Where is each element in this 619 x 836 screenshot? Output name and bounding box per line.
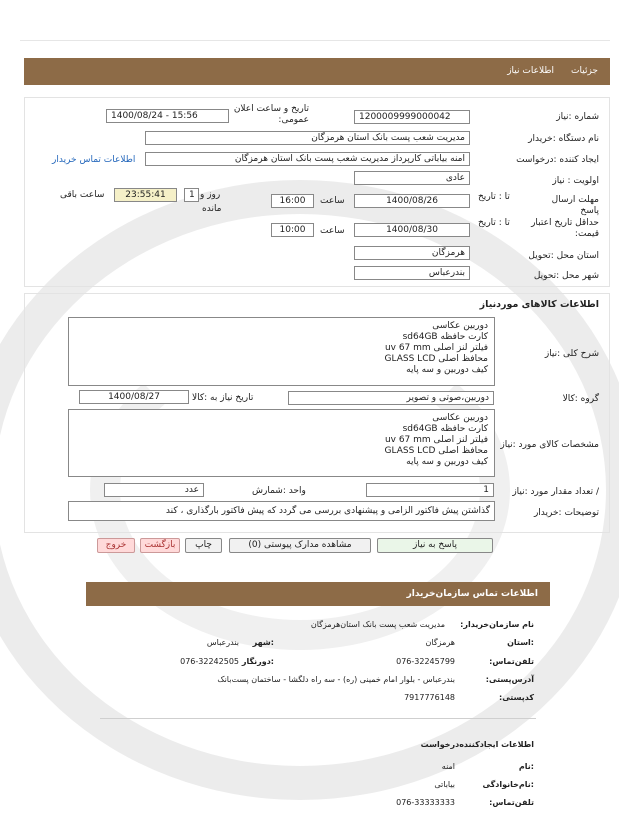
buyer-contact-link[interactable]: اطلاعات تماس خریدار [52,155,136,165]
need-date-field: 1400/08/27 [79,390,189,404]
unit-label: واحد :شمارش [252,486,306,496]
deadline-time-label: ساعت [320,196,345,206]
notes-label: توضیحات :خریدار [533,508,599,518]
specs-line: فیلتر لنز اصلی uv 67 mm [384,435,488,445]
summary-line: کارت حافظه sd64GB [402,332,488,342]
respond-button[interactable]: پاسخ به نیاز [377,538,493,553]
need-date-label: تاریخ نیاز به :کالا [192,393,254,403]
remaining-label: ساعت باقی [60,190,105,200]
notes-field: گذاشتن پیش فاکتور الزامی و پیشنهادی بررسی می گردد که پیش فاکتور بارگذاری ، کند [68,501,495,521]
contact-city-label: :شهر [252,638,274,647]
need-number-field: 1200009999000042 [354,110,470,124]
validity-date-field: 1400/08/30 [354,223,470,237]
contact-phone-label: تلفن‌تماس: [489,657,534,666]
specs-box [68,409,495,477]
specs-line: دوربین عکاسی [432,413,488,423]
validity-to-label: تا : تاریخ [478,218,510,228]
unit-field: عدد [104,483,204,497]
specs-line: محافظ اصلی GLASS LCD [384,446,488,456]
validity-label: حداقل تاریخ اعتبار قیمت: [531,218,599,239]
province-label: استان محل :تحویل [528,251,599,261]
creator-first-name-value: امنه [441,762,455,771]
top-divider [20,40,610,41]
print-button[interactable]: چاپ [185,538,222,553]
contact-address-label: آدرس‌پستی: [485,675,534,684]
summary-line: فیلتر لنز اصلی uv 67 mm [384,343,488,353]
contact-fax-value: 076-32242505 [180,657,239,666]
contact-address-value: بندرعباس - بلوار امام خمینی (ره) - سه راه دلگشا - ساختمان پست‌بانک [217,675,455,684]
buyer-label: نام دستگاه :خریدار [528,134,599,144]
quantity-field: 1 [366,483,494,497]
summary-box [68,317,495,386]
contact-title: اطلاعات تماس سازمان‌خریدار [406,589,538,599]
creator-last-name-value: بیاباتی [434,780,455,789]
validity-time-label: ساعت [320,226,345,236]
goods-group-label: گروه :کالا [562,394,599,404]
summary-label: شرح کلی :نیاز [544,349,599,359]
city-label: شهر محل :تحویل [533,271,599,281]
priority-label: اولویت : نیاز [552,176,599,186]
back-button[interactable]: بازگشت [140,538,180,553]
creator-label: ایجاد کننده :درخواست [516,155,599,165]
creator-section-title: اطلاعات ایجادکننده‌درخواست [420,740,534,749]
creator-phone-label: تلفن‌تماس: [489,798,534,807]
creator-first-name-label: :نام [518,762,534,771]
deadline-to-label: تا : تاریخ [478,192,510,202]
creator-last-name-label: :نام‌خانوادگی [482,780,534,789]
org-name-value: مدیریت شعب پست بانک استان‌هرمزگان [310,620,445,629]
org-name-label: نام سازمان‌خریدار: [460,620,534,629]
specs-label: مشخصات کالای مورد :نیاز [500,440,599,450]
days-remaining-field: 1 [184,188,199,202]
attachments-button[interactable]: مشاهده مدارک پیوستی (0) [229,538,371,553]
specs-line: کیف دوربین و سه پایه [406,457,488,467]
quantity-label: / تعداد مقدار مورد :نیاز [512,487,599,497]
need-info-panel [24,97,610,287]
contact-divider [100,718,536,719]
contact-province-value: هرمزگان [425,638,455,647]
summary-line: محافظ اصلی GLASS LCD [384,354,488,364]
contact-phone-value: 076-32245799 [396,657,455,666]
contact-header-bar [86,582,550,606]
goods-section-title: اطلاعات کالاهای موردنیاز [479,299,599,310]
contact-postal-label: کدپستی: [499,693,534,702]
province-field: هرمزگان [354,246,470,260]
countdown-timer: 23:55:41 [114,188,177,202]
announce-label: تاریخ و ساعت اعلان عمومی: [233,104,309,125]
creator-phone-value: 076-33333333 [396,798,455,807]
days-label: روز و [200,190,221,200]
deadline-label: مهلت ارسال پاسخ [551,195,599,216]
header-bar [24,58,610,85]
summary-line: کیف دوربین و سه پایه [406,365,488,375]
city-field: بندرعباس [354,266,470,280]
buyer-field: مدیریت شعب پست بانک استان هرمزگان [145,131,470,145]
validity-time-field: 10:00 [271,223,314,237]
deadline-date-field: 1400/08/26 [354,194,470,208]
goods-group-field: دوربین،صوتی و تصویر [288,391,494,405]
contact-postal-value: 7917776148 [404,693,455,702]
summary-line: دوربین عکاسی [432,321,488,331]
exit-button[interactable]: خروج [97,538,135,553]
tab-details[interactable]: جزئیات [571,66,598,76]
creator-field: امنه بیاباتی کارپرداز مدیریت شعب پست بانک استان هرمزگان [145,152,470,166]
contact-province-label: :استان [507,638,534,647]
specs-line: کارت حافظه sd64GB [402,424,488,434]
deadline-time-field: 16:00 [271,194,314,208]
remaining-suffix: مانده [202,204,222,214]
contact-fax-label: :دورنگار [241,657,274,666]
announce-field: 1400/08/24 - 15:56 [106,109,229,123]
need-number-label: شماره :نیاز [556,112,599,122]
tab-need-info[interactable]: اطلاعات نیاز [507,66,554,76]
priority-field: عادی [354,171,470,185]
contact-city-value: بندرعباس [206,638,239,647]
